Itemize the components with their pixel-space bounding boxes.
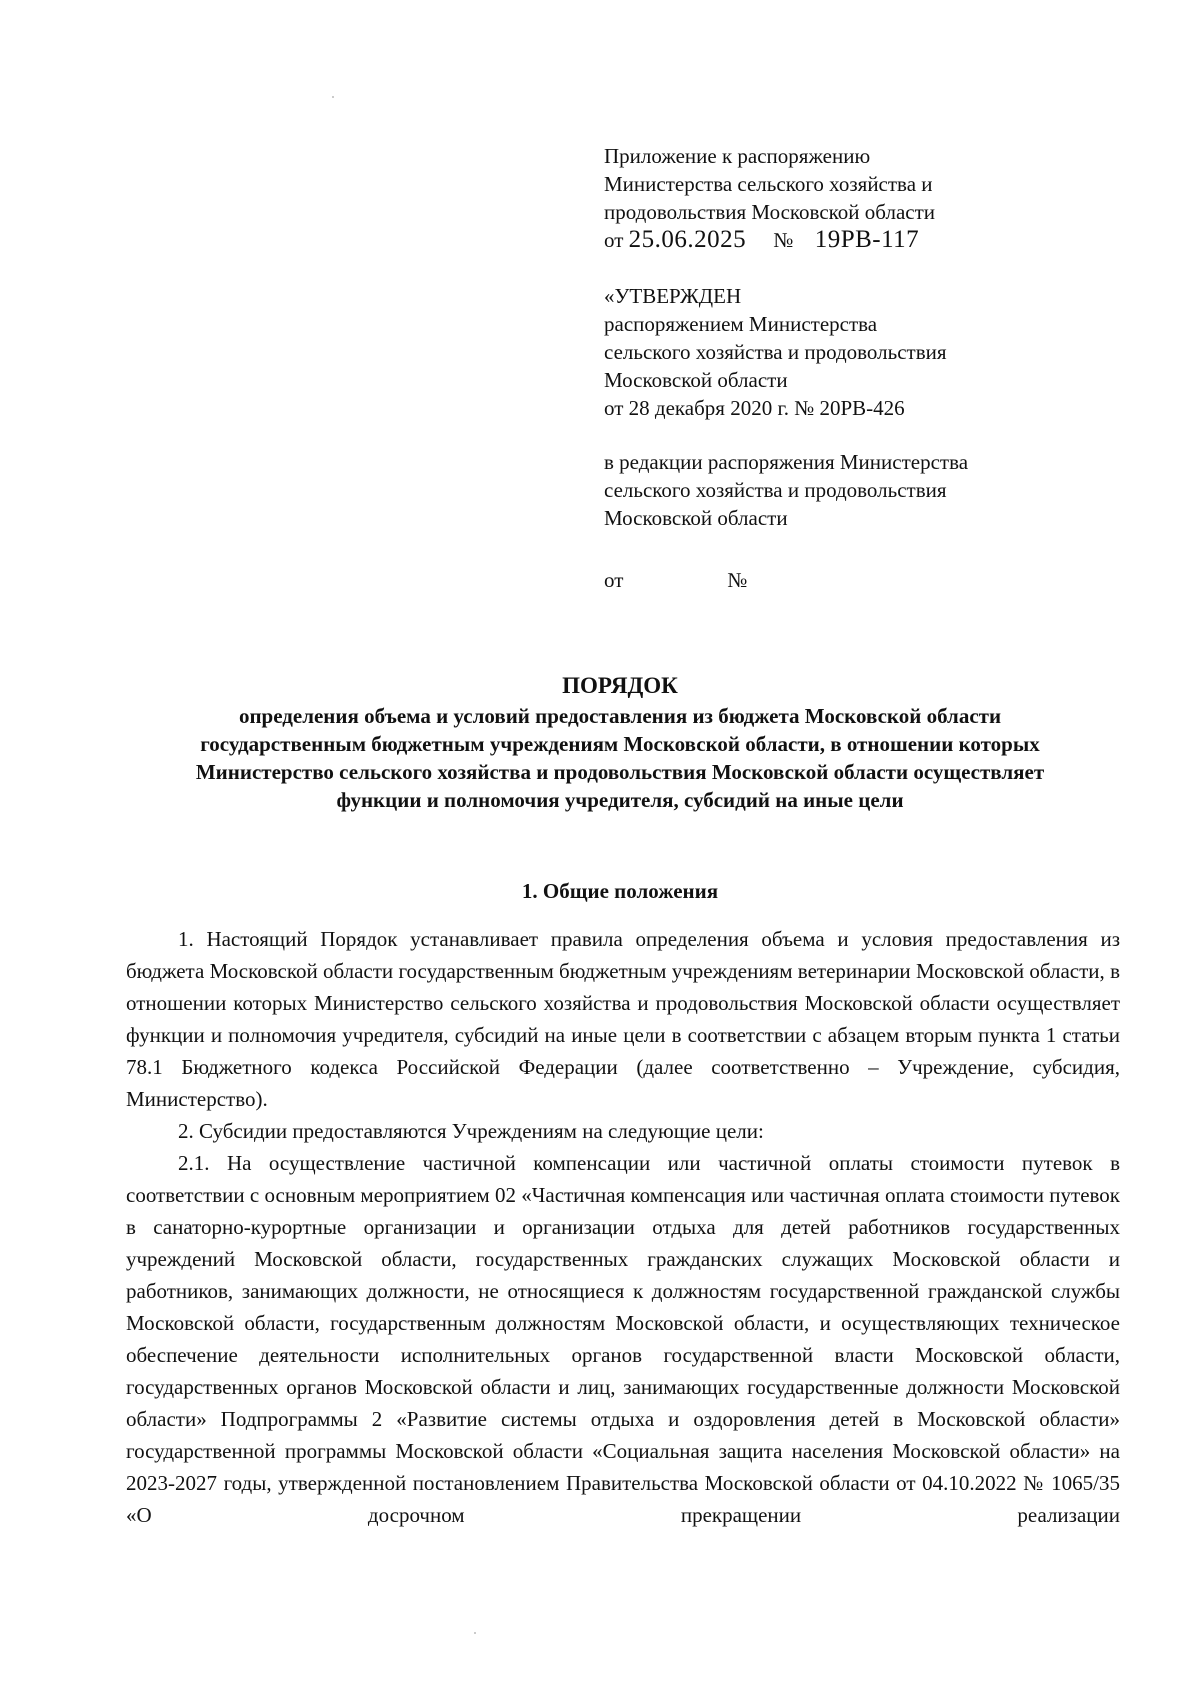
blank-number-sign: № xyxy=(727,568,748,592)
revision-block xyxy=(604,448,1084,532)
approval-line: сельского хозяйства и продовольствия xyxy=(604,340,947,364)
subtitle-line: функции и полномочия учредителя, субсидий на иные цели xyxy=(336,788,904,812)
approval-block xyxy=(604,282,1084,422)
order-date: 25.06.2025 xyxy=(628,226,747,253)
revision-line: сельского хозяйства и продовольствия xyxy=(604,478,947,502)
document-title: ПОРЯДОК xyxy=(562,673,678,698)
scan-speck xyxy=(474,1632,476,1634)
number-sign: № xyxy=(773,228,794,252)
appendix-line: Министерства сельского хозяйства и xyxy=(604,172,933,196)
revision-line: Московской области xyxy=(604,506,788,530)
paragraph: 2.1. На осуществление частичной компенсации или частичной оплаты стоимости путевок в соответствии с основным мероприятием 02 «Частичная компенсация или частичная оплата стоимости путевок в санаторно-курортные организации и организации отдыха для детей работников государственных учреждений Московской области, государственных гражданских служащих Московской области и работников, занимающих должности, не относящиеся к должностям государственной гражданской службы Московской области, государственным должностям Московской области, и осуществляющих техническое обеспечение деятельности исполнительных органов государственной власти Московской области, государственных органов Московской области и лиц, занимающих государственные должности Московской области» Подпрограммы 2 «Развитие системы отдыха и оздоровления детей в Московской области» государственной программы Московской области «Социальная защита населения Московской области» на 2023-2027 годы, утвержденной постановлением Правительства Московской области от 04.10.2022 № 1065/35 «О досрочном прекращении реализации xyxy=(126,1151,1120,1527)
paragraph: 2. Субсидии предоставляются Учреждениям на следующие цели: xyxy=(178,1119,764,1143)
subtitle-line: определения объема и условий предоставления из бюджета Московской области xyxy=(238,704,1002,728)
subtitle-line: государственным бюджетным учреждениям Московской области, в отношении которых xyxy=(200,732,1040,756)
appendix-block xyxy=(604,142,1084,254)
approval-line: распоряжением Министерства xyxy=(604,312,878,336)
paragraph: 1. Настоящий Порядок устанавливает правила определения объема и условия предоставления из бюджета Московской области государственным бюджетным учреждениям ветеринарии Московской области, в отношении которых Министерство сельского хозяйства и продовольствия Московской области осуществляет функции и полномочия учредителя, субсидий на иные цели в соответствии с абзацем вторым пункта 1 статьи 78.1 Бюджетного кодекса Российской Федерации (далее соответственно – Учреждение, субсидия, Министерство). xyxy=(126,927,1120,1111)
order-reference-line xyxy=(604,226,1084,254)
revision-date-number-line xyxy=(604,566,747,594)
approval-line: Московской области xyxy=(604,368,788,392)
order-prefix: от xyxy=(604,228,624,252)
appendix-line: продовольствия Московской области xyxy=(604,200,935,224)
section-body xyxy=(126,923,1120,1531)
order-number: 19РВ-117 xyxy=(814,226,920,253)
approval-line: «УТВЕРЖДЕН xyxy=(604,284,742,308)
subtitle-line: Министерство сельского хозяйства и продовольствия Московской области осуществляет xyxy=(195,760,1045,784)
scan-speck xyxy=(332,96,334,98)
blank-from-label: от xyxy=(604,568,624,592)
section-heading: 1. Общие положения xyxy=(521,879,719,903)
approval-line: от 28 декабря 2020 г. № 20РВ-426 xyxy=(604,396,905,420)
document-subtitle xyxy=(100,702,1140,814)
revision-line: в редакции распоряжения Министерства xyxy=(604,450,969,474)
appendix-line: Приложение к распоряжению xyxy=(604,144,871,168)
